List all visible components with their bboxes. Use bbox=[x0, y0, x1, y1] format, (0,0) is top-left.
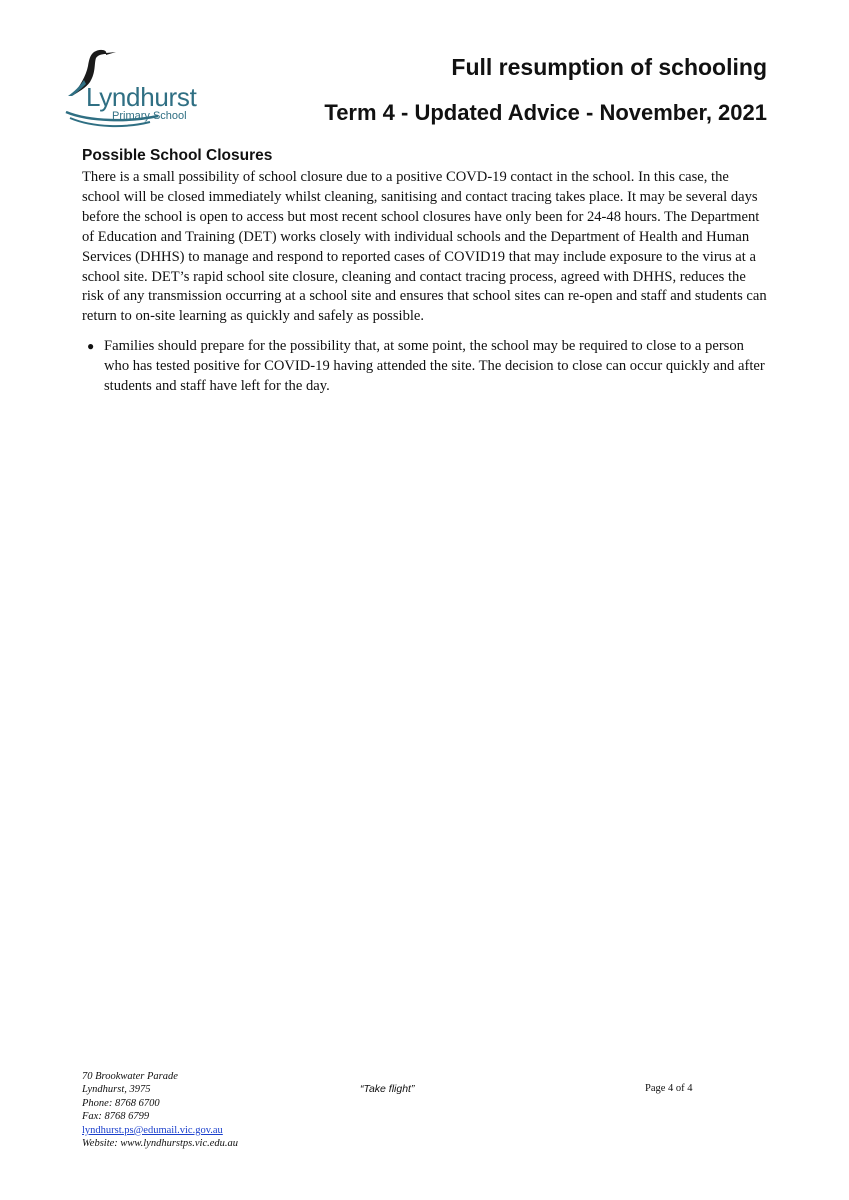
bullet-icon: ● bbox=[87, 339, 95, 354]
page-title: Full resumption of schooling bbox=[451, 54, 767, 80]
footer-phone: Phone: 8768 6700 bbox=[82, 1097, 160, 1109]
bullet-list bbox=[82, 337, 768, 397]
footer-website: Website: www.lyndhurstps.vic.edu.au bbox=[82, 1138, 239, 1150]
footer-address-line-1: 70 Brookwater Parade bbox=[82, 1071, 178, 1082]
section-heading: Possible School Closures bbox=[82, 147, 273, 164]
page-number: Page 4 of 4 bbox=[645, 1083, 693, 1094]
footer-fax: Fax: 8768 6799 bbox=[82, 1111, 150, 1123]
school-logo bbox=[60, 46, 220, 130]
logo-name: Lyndhurst bbox=[86, 82, 197, 112]
footer-tagline: “Take flight” bbox=[360, 1083, 415, 1095]
bullet-text: Families should prepare for the possibility that, at some point, the school may be required to close to a person who has tested positive for COVID-19 having attended the site. The decision to close can occur quickly and after students and staff have left for the day. bbox=[104, 338, 765, 395]
footer-address-line-2: Lyndhurst, 3975 bbox=[82, 1084, 151, 1096]
page-subtitle: Term 4 - Updated Advice - November, 2021 bbox=[324, 100, 767, 125]
section-paragraph: There is a small possibility of school closure due to a positive COVD-19 contact in the school. In this case, the school will be closed immediately whilst cleaning, sanitising and contact tracing takes place. It may be several days before the school is open to access but most recent school closures have only been for 24-48 hours. The Department of Education and Training (DET) works closely with individual schools and the Department of Health and Human Services (DHHS) to manage and respond to reported cases of COVID19 that may include exposure to the virus at a school site. DET’s rapid school site closure, cleaning and contact tracing process, agreed with DHHS, reduces the risk of any transmission occurring at a school site and ensures that school sites can re-open and staff and students can return to on-site learning as quickly and safely as possible. bbox=[82, 169, 767, 325]
footer-contact bbox=[82, 1070, 238, 1150]
logo-subtitle: Primary School bbox=[112, 110, 187, 122]
list-item bbox=[82, 337, 768, 397]
footer-email-link[interactable]: lyndhurst.ps@edumail.vic.gov.au bbox=[82, 1124, 223, 1136]
main-content bbox=[82, 146, 768, 397]
